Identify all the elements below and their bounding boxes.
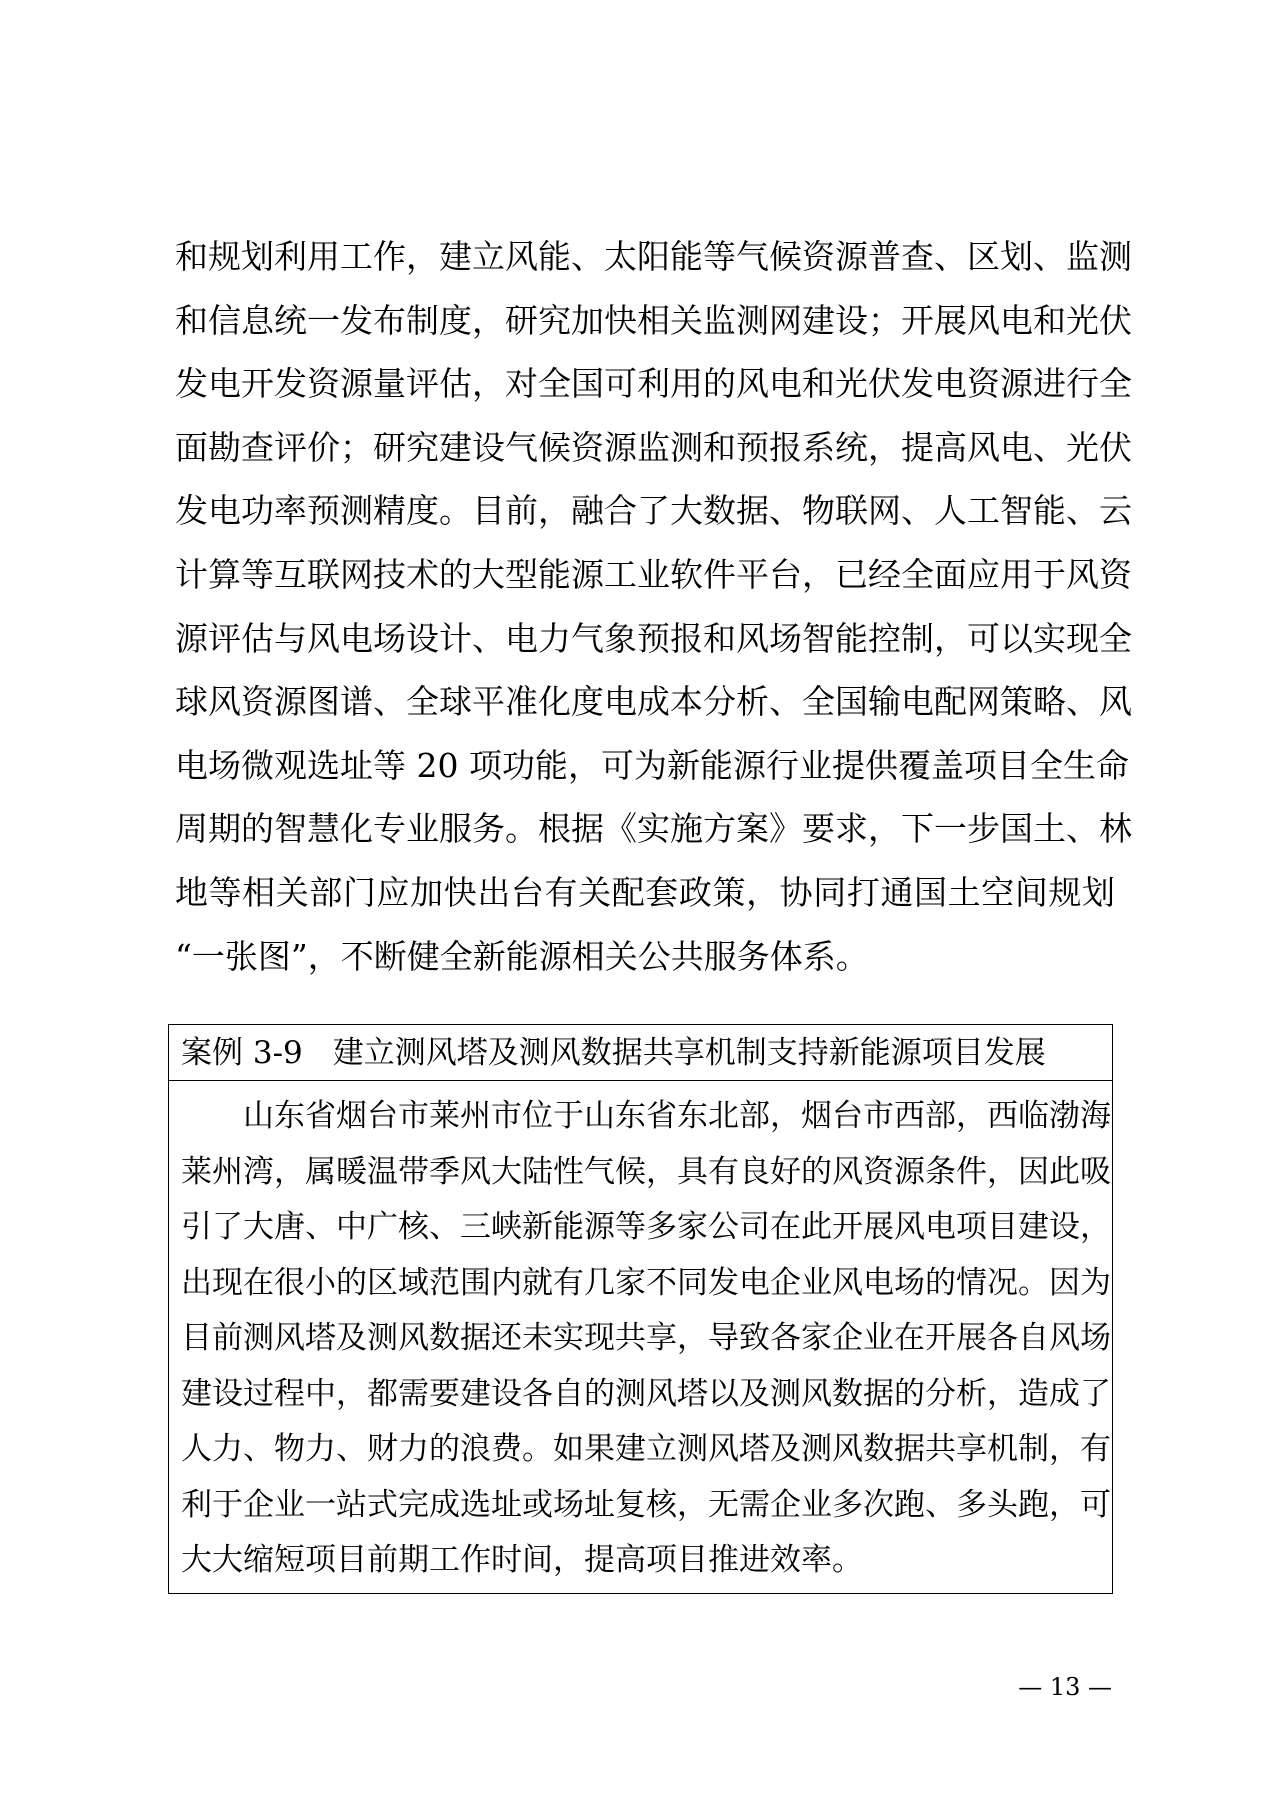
body-line: “一张图”，不断健全新能源相关公共服务体系。	[175, 936, 869, 976]
page-number: — 13 —	[1018, 1673, 1112, 1701]
body-line: 源评估与风电场设计、电力气象预报和风场智能控制，可以实现全	[175, 618, 1132, 658]
case-line: 利于企业一站式完成选址或场址复核，无需企业多次跑、多头跑，可	[181, 1486, 1111, 1523]
body-paragraph	[175, 225, 1132, 988]
case-study-body	[169, 1081, 1112, 1589]
body-line: 周期的智慧化专业服务。根据《实施方案》要求，下一步国土、林	[175, 809, 1132, 849]
body-line: 发电功率预测精度。目前，融合了大数据、物联网、人工智能、云	[175, 491, 1132, 531]
case-study-number: 案例 3-9	[181, 1035, 303, 1071]
body-line: 计算等互联网技术的大型能源工业软件平台，已经全面应用于风资	[175, 554, 1132, 594]
case-line: 目前测风塔及测风数据还未实现共享，导致各家企业在开展各自风场	[181, 1320, 1111, 1356]
body-line: 和信息统一发布制度，研究加快相关监测网建设；开展风电和光伏	[175, 300, 1132, 340]
case-line: 莱州湾，属暖温带季风大陆性气候，具有良好的风资源条件，因此吸	[181, 1153, 1111, 1190]
case-study-title: 建立测风塔及测风数据共享机制支持新能源项目发展	[332, 1035, 1046, 1071]
body-line: 地等相关部门应加快出台有关配套政策，协同打通国土空间规划	[175, 872, 1115, 912]
body-line: 面勘查评价；研究建设气候资源监测和预报系统，提高风电、光伏	[175, 427, 1132, 467]
body-line: 发电开发资源量评估，对全国可利用的风电和光伏发电资源进行全	[175, 364, 1132, 404]
case-study-header	[169, 1025, 1112, 1081]
case-line: 人力、物力、财力的浪费。如果建立测风塔及测风数据共享机制，有	[181, 1431, 1111, 1467]
case-line: 引了大唐、中广核、三峡新能源等多家公司在此开展风电项目建设，	[181, 1209, 1111, 1245]
body-line: 球风资源图谱、全球平准化度电成本分析、全国输电配网策略、风	[175, 682, 1132, 722]
case-line: 出现在很小的区域范围内就有几家不同发电企业风电场的情况。因为	[181, 1264, 1111, 1301]
body-line: 和规划利用工作，建立风能、太阳能等气候资源普查、区划、监测	[175, 237, 1132, 276]
case-study-box	[168, 1024, 1113, 1594]
case-line: 建设过程中，都需要建设各自的测风塔以及测风数据的分析，造成了	[181, 1375, 1111, 1412]
case-line: 大大缩短项目前期工作时间，提高项目推进效率。	[181, 1542, 863, 1578]
body-line: 电场微观选址等 20 项功能，可为新能源行业提供覆盖项目全生命	[175, 745, 1129, 785]
case-line: 山东省烟台市莱州市位于山东省东北部，烟台市西部，西临渤海	[243, 1098, 1111, 1134]
